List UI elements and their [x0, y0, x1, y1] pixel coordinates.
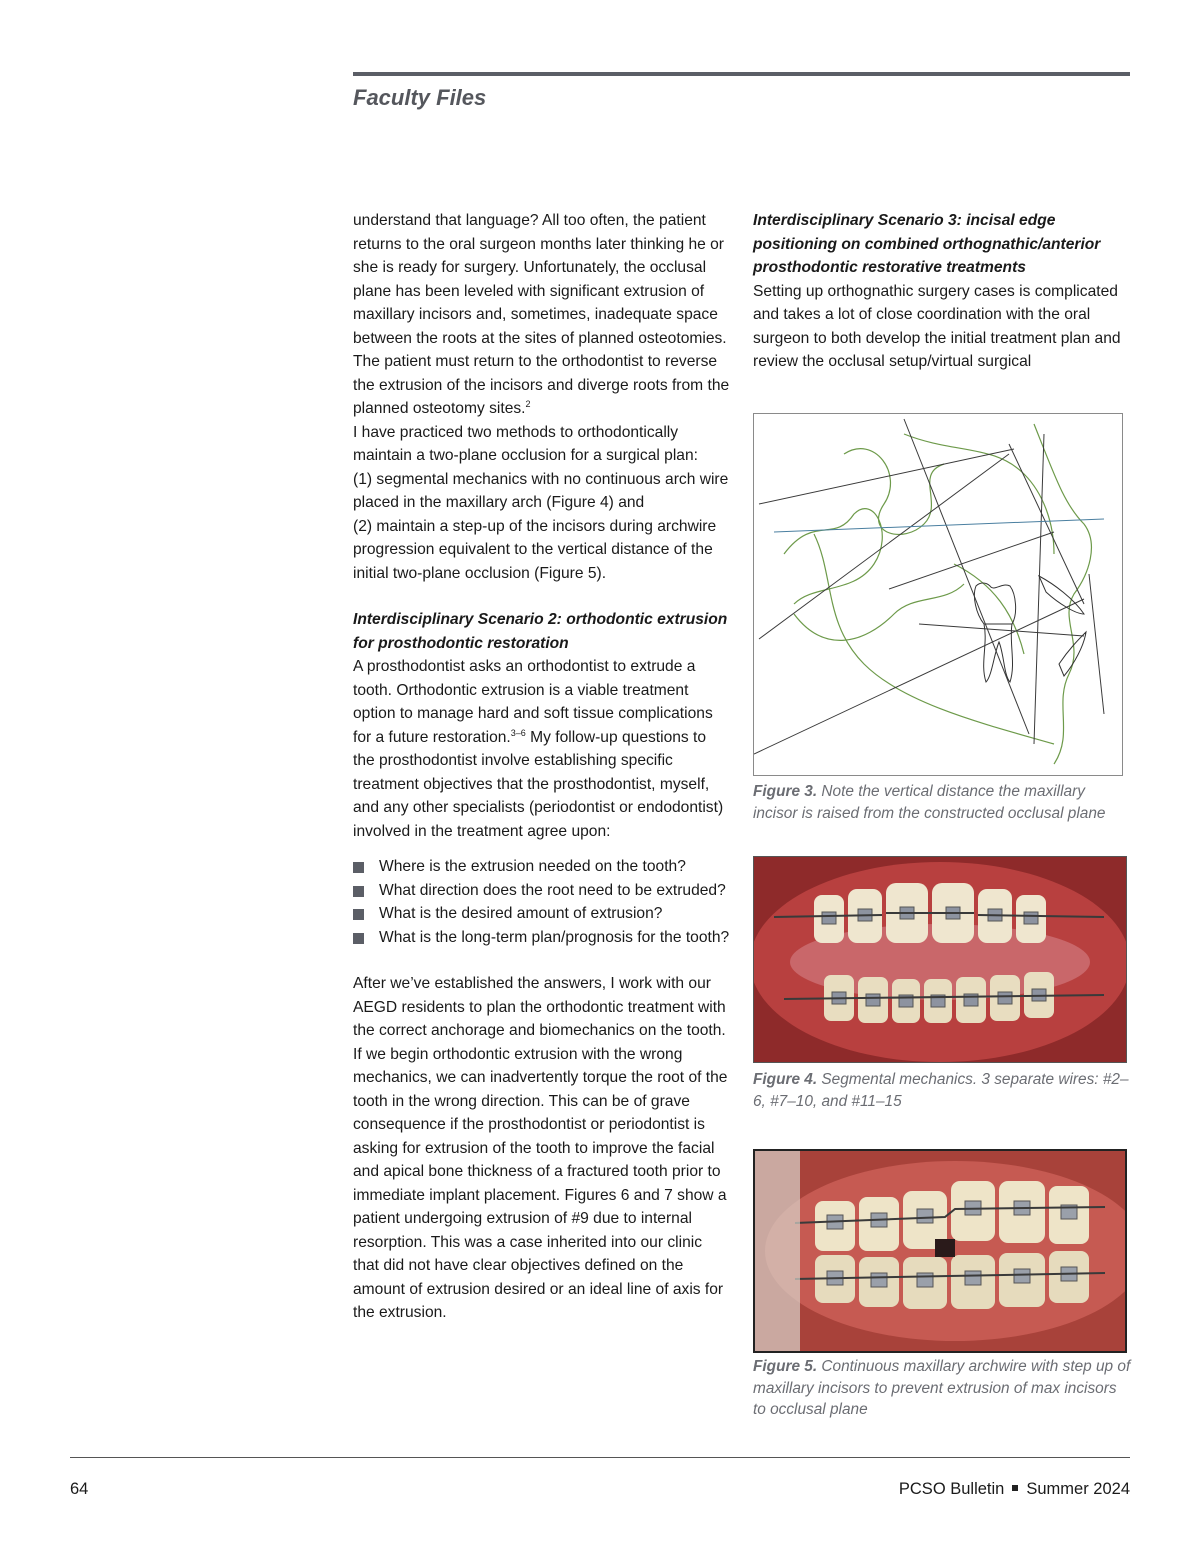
- list-item-text: What is the desired amount of extrusion?: [379, 905, 663, 922]
- ceph-tracing-svg: [754, 414, 1122, 775]
- footer-rule: [70, 1457, 1130, 1458]
- paragraph: Setting up orthognathic surgery cases is complicated and takes a lot of close coordination with the oral surgeon to both develop the initial treatment plan and review the occlusal setup/virtual surgical: [753, 282, 1121, 370]
- teeth-photo-svg: [755, 1151, 1125, 1351]
- figure-5-caption: [753, 1356, 1133, 1421]
- incisor-outline-icon: [1039, 576, 1086, 676]
- soft-tissue-outline: [784, 424, 1091, 764]
- figure-3-caption: [753, 781, 1133, 824]
- square-bullet-icon: [353, 862, 364, 873]
- publication-name: PCSO Bulletin: [898, 1480, 1005, 1498]
- right-column: [753, 209, 1131, 374]
- paragraph: After we’ve established the answers, I work with our AEGD residents to plan the orthodontic treatment with the correct anchorage and biomechanics on the tooth. If we begin orthodontic extrusion with the wrong mechanics, we can inadvertently torque the root of the tooth in the wrong direction. This can be of grave consequence if the prosthodontist or periodontist is asking for extrusion of the tooth to improve the facial and apical bone thickness of a fractured tooth prior to immediate implant placement. Figures 6 and 7 show a patient undergoing extrusion of #9 due to internal resorption. This was a case inherited into our clinic that did not have clear objectives defined on the amount of extrusion desired or an ideal line of axis for the extrusion.: [353, 975, 728, 1321]
- list-item: [353, 926, 731, 950]
- list-item-text: What direction does the root need to be extruded?: [379, 881, 726, 899]
- figure-label: Figure 5.: [753, 1358, 818, 1375]
- list-item: [353, 855, 731, 879]
- list-item-text: Where is the extrusion needed on the tooth?: [379, 858, 686, 875]
- square-bullet-icon: [353, 886, 364, 897]
- square-bullet-icon: [353, 909, 364, 920]
- list-item-text: What is the long-term plan/prognosis for the tooth?: [379, 928, 730, 946]
- retractor: [755, 1151, 800, 1351]
- citation: 3–6: [510, 727, 526, 738]
- header-rule: [353, 72, 1130, 76]
- footer-publication: [899, 1480, 1130, 1499]
- figure-3-tracing: [753, 413, 1123, 776]
- paragraph: I have practiced two methods to orthodontically maintain a two-plane occlusion for a surgical plan:: [353, 423, 698, 464]
- paragraph-text: understand that language? All too often, the patient returns to the oral surgeon months later thinking he or she is ready for surgery. Unfortunately, the occlusal plane has been leveled with significant extrusion of maxillary incisors and, sometimes, inadequate space between the roots at the sites of planned osteotomies. The patient must return to the orthodontist to reverse the extrusion of the incisors and diverge roots from the planned osteotomy sites.: [353, 212, 730, 417]
- paragraph: (2) maintain a step-up of the incisors during archwire progression equivalent to the vertical distance of the initial two-plane occlusion (Figure 5).: [353, 517, 717, 582]
- list-item: [353, 902, 731, 926]
- paragraph-text: A prosthodontist asks an orthodontist to extrude a tooth. Orthodontic extrusion is a viable treatment option to manage hard and soft tissue complications for a future restoration.: [353, 658, 713, 746]
- figure-4-photo: [753, 856, 1127, 1063]
- caption-text: Continuous maxillary archwire with step up of maxillary incisors to prevent extrusion of max incisors to occlusal plane: [753, 1358, 1131, 1418]
- interdental-gap: [935, 1239, 955, 1257]
- list-item: [353, 879, 731, 903]
- occlusal-plane-line: [774, 519, 1104, 532]
- separator-square-icon: [1012, 1485, 1018, 1491]
- issue-label: Summer 2024: [1026, 1480, 1130, 1498]
- caption-text: Segmental mechanics. 3 separate wires: #2–6, #7–10, and #11–15: [753, 1071, 1129, 1110]
- scenario-3-heading: Interdisciplinary Scenario 3: incisal edge positioning on combined orthognathic/anterior prosthodontic restorative treatments: [753, 212, 1101, 276]
- caption-text: Note the vertical distance the maxillary incisor is raised from the constructed occlusal plane: [753, 783, 1106, 822]
- figure-label: Figure 4.: [753, 1071, 818, 1088]
- paragraph: (1) segmental mechanics with no continuous arch wire placed in the maxillary arch (Figure 4) and: [353, 470, 729, 511]
- left-column: [353, 209, 731, 1325]
- section-title: Faculty Files: [353, 85, 487, 110]
- figure-4-caption: [753, 1069, 1133, 1112]
- paragraph: [353, 209, 731, 421]
- question-list: [353, 855, 731, 949]
- paragraph-text: My follow-up questions to the prosthodontist involve establishing specific treatment objectives that the prosthodontist, myself, and any other specialists (periodontist or endodontist) involved in the treatment agree upon:: [353, 728, 724, 840]
- scenario-2-heading: Interdisciplinary Scenario 2: orthodontic extrusion for prosthodontic restoration: [353, 611, 728, 652]
- tooth-outline-icon: [974, 583, 1015, 682]
- figure-label: Figure 3.: [753, 783, 818, 800]
- page-number: 64: [70, 1480, 89, 1498]
- citation: 2: [525, 398, 531, 409]
- paragraph: [353, 655, 731, 843]
- teeth-photo-svg: [754, 857, 1126, 1062]
- square-bullet-icon: [353, 933, 364, 944]
- figure-5-photo: [753, 1149, 1127, 1353]
